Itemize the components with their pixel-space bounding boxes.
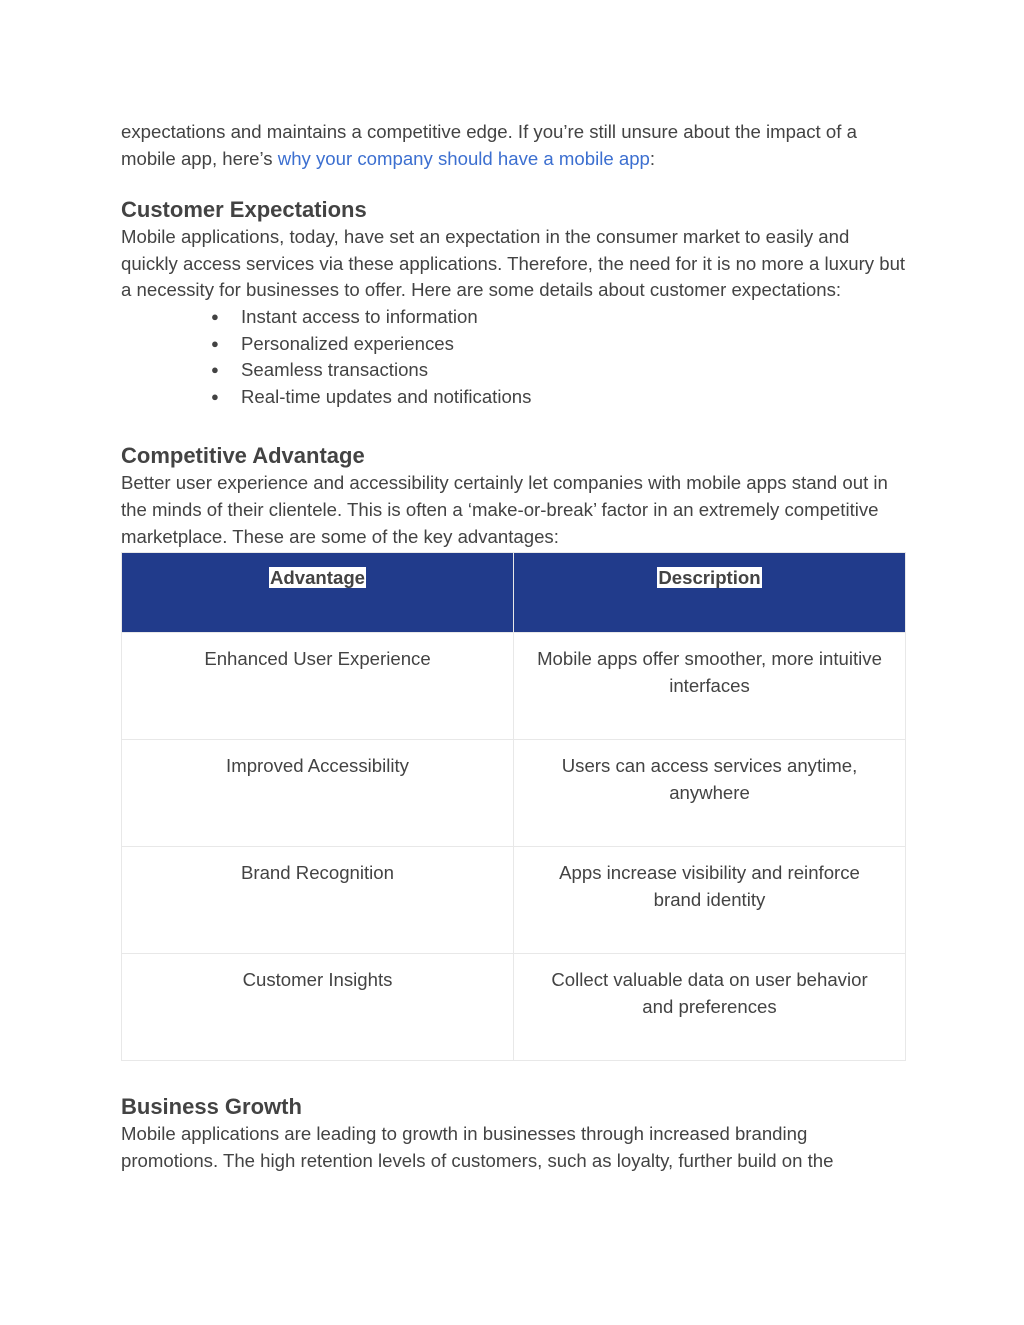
advantage-cell: Improved Accessibility: [122, 740, 514, 847]
list-item: [211, 357, 906, 384]
table-row: [122, 847, 906, 954]
bullet-icon: ●: [211, 388, 219, 404]
customer-expectations-list: [121, 304, 906, 410]
intro-text-end: :: [649, 147, 656, 169]
business-growth-paragraph: Mobile applications are leading to growth in businesses through increased branding promotions. The high retention levels of customers, such as loyalty, further build on the: [121, 1123, 834, 1171]
advantage-cell: Enhanced User Experience: [122, 633, 514, 740]
description-cell: Apps increase visibility and reinforce brand identity: [514, 847, 906, 954]
table-row: [122, 954, 906, 1061]
customer-expectations-heading: Customer Expectations: [121, 197, 367, 223]
document-page: [121, 119, 906, 1174]
description-cell: Users can access services anytime, anywhere: [514, 740, 906, 847]
competitive-advantage-heading: Competitive Advantage: [121, 443, 365, 469]
list-item: [211, 331, 906, 358]
column-header-label: Description: [658, 567, 761, 589]
intro-text: expectations and maintains a competitive edge. If you’re still unsure about the impact of a mobile app, here’s: [121, 121, 857, 169]
bullet-icon: ●: [211, 308, 219, 324]
description-cell: Collect valuable data on user behavior and preferences: [514, 954, 906, 1061]
bullet-icon: ●: [211, 335, 219, 351]
list-item-text: Seamless transactions: [241, 359, 429, 381]
advantage-cell: Customer Insights: [122, 954, 514, 1061]
business-growth-heading: Business Growth: [121, 1094, 302, 1120]
list-item-text: Instant access to information: [241, 305, 478, 327]
intro-paragraph: [121, 119, 906, 172]
competitive-advantage-paragraph: Better user experience and accessibility certainly let companies with mobile apps stand out in the minds of their clientele. This is often a ‘make-or-break’ factor in an extremely competitive marketplace. These are some of the key advantages:: [121, 472, 888, 547]
column-header-advantage: [122, 553, 514, 633]
mobile-app-link[interactable]: why your company should have a mobile app: [277, 147, 650, 169]
list-item-text: Personalized experiences: [241, 332, 454, 354]
bullet-icon: ●: [211, 362, 219, 378]
table-header-row: [122, 553, 906, 633]
list-item: [211, 304, 906, 331]
table-row: [122, 633, 906, 740]
column-header-description: [514, 553, 906, 633]
column-header-label: Advantage: [269, 567, 366, 589]
description-cell: Mobile apps offer smoother, more intuitive interfaces: [514, 633, 906, 740]
table-row: [122, 740, 906, 847]
advantages-table: [121, 552, 906, 1061]
advantage-cell: Brand Recognition: [122, 847, 514, 954]
customer-expectations-paragraph: Mobile applications, today, have set an expectation in the consumer market to easily and quickly access services via these applications. Therefore, the need for it is no more a luxury but a necessity for businesses to offer. Here are some details about customer expectations:: [121, 226, 906, 301]
list-item: [211, 384, 906, 411]
list-item-text: Real-time updates and notifications: [241, 385, 532, 407]
